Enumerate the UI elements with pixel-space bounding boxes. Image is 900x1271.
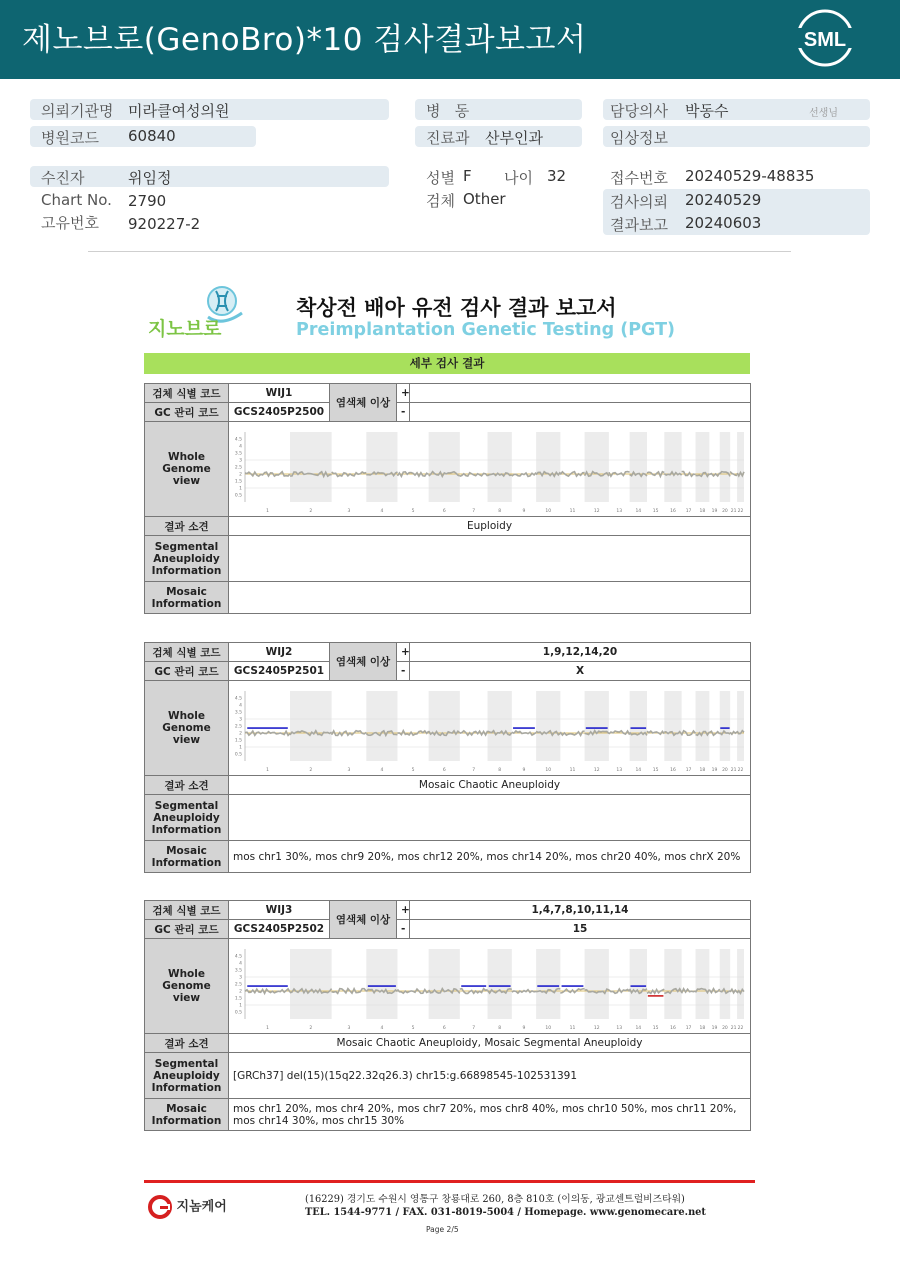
x-tick-label: 12 [593, 1026, 600, 1031]
chromosome-band [664, 432, 681, 502]
genobro-logo [146, 283, 256, 343]
minus-value: X [410, 662, 751, 681]
chromosome-band [664, 691, 681, 761]
x-tick-label: 18 [699, 1026, 706, 1031]
specimen-code-value: WIJ1 [229, 384, 330, 403]
y-tick-label: 1 [239, 486, 242, 492]
whole-genome-plot [229, 422, 750, 516]
x-tick-label: 10 [545, 1026, 552, 1031]
contact-line: TEL. 1544-9771 / FAX. 031-8019-5004 / Homepage. www.genomecare.net [305, 1207, 706, 1218]
address-line: (16229) 경기도 수원시 영통구 창룡대로 260, 8층 810호 (이의동, 광교센트럴비즈타워) [305, 1194, 685, 1205]
request-value: 20240529 [685, 191, 762, 209]
segmental-value [229, 795, 751, 841]
cn-trace [709, 989, 719, 993]
x-tick-label: 13 [616, 768, 623, 773]
y-tick-label: 2 [239, 989, 242, 995]
y-tick-label: 2 [239, 472, 242, 478]
segmental-label: Segmental Aneuploidy Information [145, 795, 229, 841]
minus-label: - [397, 403, 410, 422]
doctor-value: 박동수 [685, 102, 729, 120]
x-tick-label: 13 [616, 1026, 623, 1031]
whole-genome-label: Whole Genome view [145, 939, 229, 1034]
chromosome-band [630, 949, 647, 1019]
x-tick-label: 14 [635, 509, 642, 514]
doc-title-en: Preimplantation Genetic Testing (PGT) [296, 320, 676, 340]
chromosome-band [366, 432, 397, 502]
x-tick-label: 5 [411, 768, 415, 773]
result-value: Mosaic Chaotic Aneuploidy, Mosaic Segmental Aneuploidy [229, 1034, 751, 1053]
hospital-code-value: 60840 [128, 127, 176, 145]
chrom-abn-label: 염색체 이상 [330, 643, 397, 681]
svg-text:SML: SML [803, 29, 847, 51]
x-tick-label: 4 [380, 768, 384, 773]
y-tick-label: 4 [239, 444, 242, 450]
x-tick-label: 11 [569, 768, 576, 773]
whole-genome-plot [229, 681, 750, 775]
x-tick-label: 13 [616, 509, 623, 514]
x-tick-label: 10 [545, 509, 552, 514]
report-header [0, 0, 900, 79]
cn-trace [245, 472, 290, 477]
x-tick-label: 22 [737, 1026, 744, 1031]
chart-label: Chart No. [41, 191, 112, 209]
x-tick-label: 15 [652, 768, 659, 773]
report-date-value: 20240603 [685, 214, 762, 232]
y-tick-label: 2.5 [234, 465, 242, 471]
x-tick-label: 1 [266, 1026, 269, 1031]
y-tick-label: 3 [239, 975, 242, 981]
cn-trace [245, 989, 290, 994]
doctor-suffix: 선생님 [809, 108, 838, 119]
cn-trace [730, 989, 737, 993]
x-tick-label: 1 [266, 509, 269, 514]
y-tick-label: 3.5 [234, 968, 242, 974]
y-tick-label: 2.5 [234, 724, 242, 730]
specimen-label: 검체 [426, 192, 455, 210]
report-title: 제노브로(GenoBro)*10 검사결과보고서 [22, 22, 587, 58]
chromosome-band [488, 432, 512, 502]
svg-text:지노브로: 지노브로 [148, 318, 222, 340]
x-tick-label: 6 [442, 1026, 446, 1031]
chromosome-band [366, 691, 397, 761]
x-tick-label: 16 [670, 768, 676, 773]
x-tick-label: 5 [411, 509, 415, 514]
chromosome-band [585, 949, 609, 1019]
chromosome-band [630, 432, 647, 502]
chromosome-band [720, 432, 730, 502]
specimen-code-label: 검체 식별 코드 [145, 901, 229, 920]
chromosome-band [630, 691, 647, 761]
age-value: 32 [547, 167, 567, 185]
x-tick-label: 8 [498, 509, 502, 514]
x-tick-label: 20 [722, 768, 728, 773]
cn-trace [647, 731, 664, 734]
x-tick-label: 7 [472, 1026, 476, 1031]
cn-trace [730, 472, 737, 476]
minus-value: 15 [410, 920, 751, 939]
whole-genome-label: Whole Genome view [145, 422, 229, 517]
chromosome-band [536, 432, 560, 502]
x-tick-label: 6 [442, 509, 446, 514]
cn-trace [460, 473, 488, 477]
chrom-abn-label: 염색체 이상 [330, 384, 397, 422]
chromosome-band [695, 949, 709, 1019]
chromosome-band [429, 949, 460, 1019]
x-tick-label: 19 [711, 509, 718, 514]
segmental-label: Segmental Aneuploidy Information [145, 1053, 229, 1099]
x-tick-label: 15 [652, 1026, 659, 1031]
sample-table [144, 642, 751, 873]
result-label: 결과 소견 [145, 517, 229, 536]
minus-label: - [397, 662, 410, 681]
gc-code-label: GC 관리 코드 [145, 920, 229, 939]
result-value: Mosaic Chaotic Aneuploidy [229, 776, 751, 795]
x-tick-label: 22 [737, 768, 744, 773]
result-label: 결과 소견 [145, 776, 229, 795]
chromosome-band [290, 432, 332, 502]
recipient-value: 위임정 [128, 169, 172, 187]
genomecare-logo [148, 1195, 227, 1219]
plus-value: 1,4,7,8,10,11,14 [410, 901, 751, 920]
x-tick-label: 12 [593, 509, 600, 514]
page-number: Page 2/5 [426, 1225, 459, 1234]
segmental-value: [GRCh37] del(15)(15q22.32q26.3) chr15:g.66898545-102531391 [229, 1053, 751, 1099]
whole-genome-label: Whole Genome view [145, 681, 229, 776]
chromosome-band [429, 432, 460, 502]
y-tick-label: 0.5 [234, 493, 242, 499]
id-label: 고유번호 [41, 214, 99, 232]
chromosome-band [488, 691, 512, 761]
plus-label: + [397, 643, 410, 662]
plus-label: + [397, 384, 410, 403]
x-tick-label: 16 [670, 1026, 676, 1031]
x-tick-label: 2 [309, 1026, 313, 1031]
receipt-label: 접수번호 [610, 169, 668, 187]
x-tick-label: 20 [722, 509, 728, 514]
sample-table [144, 383, 751, 614]
x-tick-label: 3 [347, 768, 351, 773]
chromosome-band [488, 949, 512, 1019]
chromosome-band [737, 691, 744, 761]
x-tick-label: 10 [545, 768, 552, 773]
x-tick-label: 15 [652, 509, 659, 514]
chromosome-band [720, 691, 730, 761]
divider [88, 251, 791, 252]
specimen-value: Other [463, 190, 506, 208]
y-tick-label: 2 [239, 731, 242, 737]
x-tick-label: 19 [711, 1026, 718, 1031]
x-tick-label: 4 [380, 1026, 384, 1031]
request-label: 검사의뢰 [610, 193, 668, 211]
whole-genome-plot [229, 939, 750, 1033]
x-tick-label: 17 [685, 509, 692, 514]
x-tick-label: 19 [711, 768, 718, 773]
genomecare-icon [148, 1195, 172, 1219]
x-tick-label: 11 [569, 1026, 576, 1031]
y-tick-label: 3.5 [234, 451, 242, 457]
y-tick-label: 1 [239, 745, 242, 751]
y-tick-label: 1.5 [234, 479, 242, 485]
chromosome-band [366, 949, 397, 1019]
y-tick-label: 1 [239, 1003, 242, 1009]
specimen-code-value: WIJ3 [229, 901, 330, 920]
x-tick-label: 1 [266, 768, 269, 773]
cn-trace [709, 473, 719, 476]
genome-plot-cell [229, 422, 751, 517]
x-tick-label: 21 [730, 509, 737, 514]
y-tick-label: 3.5 [234, 710, 242, 716]
x-tick-label: 6 [442, 768, 446, 773]
result-label: 결과 소견 [145, 1034, 229, 1053]
sample-table [144, 900, 751, 1131]
hospital-code-label: 병원코드 [41, 129, 99, 147]
x-tick-label: 4 [380, 509, 384, 514]
x-tick-label: 8 [498, 768, 502, 773]
mosaic-label: Mosaic Information [145, 841, 229, 873]
receipt-value: 20240529-48835 [685, 167, 815, 185]
chromosome-band [429, 691, 460, 761]
x-tick-label: 18 [699, 768, 706, 773]
chromosome-band [737, 432, 744, 502]
y-tick-label: 0.5 [234, 1010, 242, 1016]
footer-address [305, 1193, 706, 1219]
x-tick-label: 5 [411, 1026, 415, 1031]
cn-trace [512, 990, 536, 993]
chromosome-band [695, 432, 709, 502]
x-tick-label: 12 [593, 768, 600, 773]
specimen-code-label: 검체 식별 코드 [145, 384, 229, 403]
x-tick-label: 21 [730, 1026, 737, 1031]
plus-label: + [397, 901, 410, 920]
genomecare-name: 지놈케어 [176, 1199, 227, 1215]
dept-value: 산부인과 [485, 129, 543, 147]
plus-value [410, 384, 751, 403]
minus-value [410, 403, 751, 422]
x-tick-label: 17 [685, 768, 692, 773]
x-tick-label: 9 [522, 768, 526, 773]
x-tick-label: 9 [522, 509, 526, 514]
sml-logo [790, 6, 860, 70]
y-tick-label: 3 [239, 717, 242, 723]
mosaic-value: mos chr1 30%, mos chr9 20%, mos chr12 20%, mos chr14 20%, mos chr20 40%, mos chrX 20% [229, 841, 751, 873]
y-tick-label: 4.5 [234, 954, 242, 960]
mosaic-value: mos chr1 20%, mos chr4 20%, mos chr7 20%, mos chr8 40%, mos chr10 50%, mos chr11 20%, mos chr14 30%, mos chr15 30% [229, 1099, 751, 1131]
x-tick-label: 14 [635, 1026, 642, 1031]
gc-code-value: GCS2405P2501 [229, 662, 330, 681]
x-tick-label: 7 [472, 509, 476, 514]
sex-label: 성별 [426, 169, 455, 187]
y-tick-label: 4 [239, 703, 242, 709]
chromosome-band [585, 432, 609, 502]
chromosome-band [664, 949, 681, 1019]
ward-label: 병 동 [426, 102, 470, 120]
x-tick-label: 2 [309, 768, 313, 773]
cn-trace [730, 732, 737, 735]
doctor-label: 담당의사 [610, 102, 668, 120]
y-tick-label: 1.5 [234, 738, 242, 744]
x-tick-label: 9 [522, 1026, 526, 1031]
x-tick-label: 18 [699, 509, 706, 514]
institution-label: 의뢰기관명 [41, 102, 114, 120]
chromosome-band [290, 949, 332, 1019]
gc-code-value: GCS2405P2500 [229, 403, 330, 422]
minus-label: - [397, 920, 410, 939]
plus-value: 1,9,12,14,20 [410, 643, 751, 662]
cn-trace [609, 731, 630, 735]
gc-code-label: GC 관리 코드 [145, 662, 229, 681]
y-tick-label: 0.5 [234, 752, 242, 758]
specimen-code-value: WIJ2 [229, 643, 330, 662]
x-tick-label: 3 [347, 1026, 351, 1031]
age-label: 나이 [504, 169, 533, 187]
genome-plot-cell [229, 939, 751, 1034]
chrom-abn-label: 염색체 이상 [330, 901, 397, 939]
y-tick-label: 4 [239, 961, 242, 967]
footer-line [144, 1180, 755, 1183]
result-value: Euploidy [229, 517, 751, 536]
mosaic-label: Mosaic Information [145, 582, 229, 614]
x-tick-label: 22 [737, 509, 744, 514]
x-tick-label: 14 [635, 768, 642, 773]
x-tick-label: 20 [722, 1026, 728, 1031]
x-tick-label: 16 [670, 509, 676, 514]
chromosome-band [536, 949, 560, 1019]
x-tick-label: 7 [472, 768, 476, 773]
y-tick-label: 3 [239, 458, 242, 464]
recipient-label: 수진자 [41, 169, 85, 187]
chromosome-band [536, 691, 560, 761]
gc-code-label: GC 관리 코드 [145, 403, 229, 422]
specimen-code-label: 검체 식별 코드 [145, 643, 229, 662]
chart-value: 2790 [128, 192, 167, 210]
x-tick-label: 3 [347, 509, 351, 514]
y-tick-label: 4.5 [234, 437, 242, 443]
sex-value: F [463, 167, 472, 185]
doc-title-kr: 착상전 배아 유전 검사 결과 보고서 [296, 296, 617, 320]
dept-label: 진료과 [426, 129, 470, 147]
cn-trace [512, 473, 536, 477]
x-tick-label: 17 [685, 1026, 692, 1031]
segmental-value [229, 536, 751, 582]
x-tick-label: 8 [498, 1026, 502, 1031]
x-tick-label: 11 [569, 509, 576, 514]
id-value: 920227-2 [128, 215, 201, 233]
y-tick-label: 1.5 [234, 996, 242, 1002]
segmental-label: Segmental Aneuploidy Information [145, 536, 229, 582]
chromosome-band [290, 691, 332, 761]
y-tick-label: 2.5 [234, 982, 242, 988]
chromosome-band [720, 949, 730, 1019]
institution-value: 미라클여성의원 [128, 102, 230, 120]
chromosome-band [585, 691, 609, 761]
report-date-label: 결과보고 [610, 216, 668, 234]
y-tick-label: 4.5 [234, 696, 242, 702]
chromosome-band [695, 691, 709, 761]
clinical-label: 임상정보 [610, 129, 668, 147]
mosaic-label: Mosaic Information [145, 1099, 229, 1131]
chromosome-band [737, 949, 744, 1019]
mosaic-value [229, 582, 751, 614]
genome-plot-cell [229, 681, 751, 776]
gc-code-value: GCS2405P2502 [229, 920, 330, 939]
x-tick-label: 21 [730, 768, 737, 773]
x-tick-label: 2 [309, 509, 313, 514]
section-title: 세부 검사 결과 [144, 353, 750, 374]
